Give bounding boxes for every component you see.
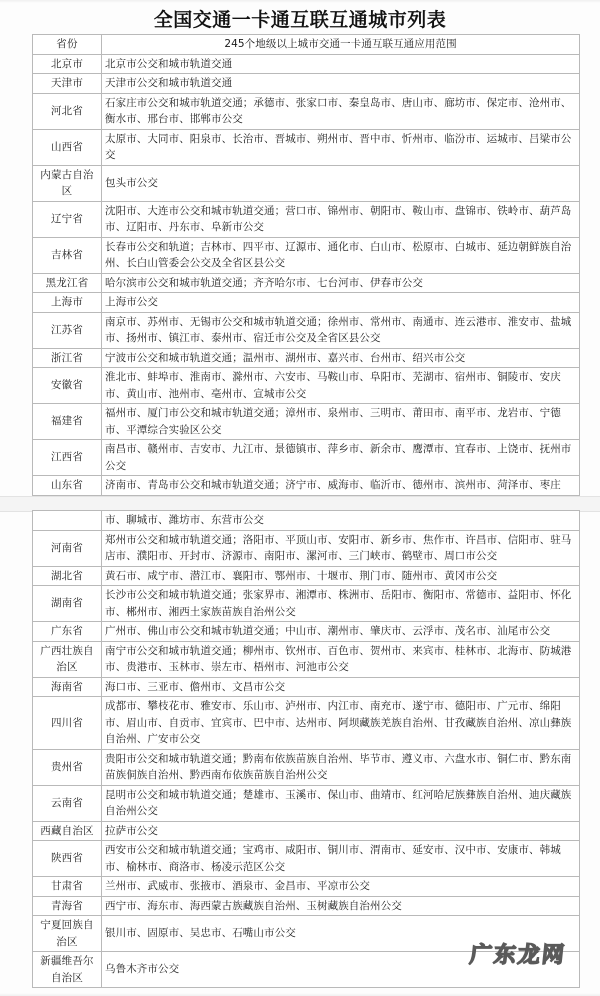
city-table-upper [32,34,580,496]
province-cell: 天津市 [33,74,102,94]
cities-cell: 乌鲁木齐市公交 [102,952,580,988]
table-row [33,697,580,750]
cities-cell: 福州市、厦门市公交和城市轨道交通；漳州市、泉州市、三明市、莆田市、南平市、龙岩市、宁德市、平潭综合实验区公交 [102,404,580,440]
cities-cell: 石家庄市公交和城市轨道交通；承德市、张家口市、秦皇岛市、唐山市、廊坊市、保定市、沧州市、衡水市、邢台市、邯郸市公交 [102,93,580,129]
page-top-edge [0,0,600,3]
table-row [33,641,580,677]
table-body-upper [33,35,580,496]
province-cell: 上海市 [33,293,102,313]
table-row [33,165,580,201]
cities-cell: 南京市、苏州市、无锡市公交和城市轨道交通；徐州市、常州市、南通市、连云港市、淮安市、盐城市、扬州市、镇江市、泰州市、宿迁市公交及全省区县公交 [102,312,580,348]
cities-cell: 拉萨市公交 [102,821,580,841]
cities-cell: 上海市公交 [102,293,580,313]
page-title: 全国交通一卡通互联互通城市列表 [153,9,447,31]
cities-cell: 贵阳市公交和城市轨道交通；黔南布依族苗族自治州、毕节市、遵义市、六盘水市、铜仁市、黔东南苗族侗族自治州、黔西南布依族苗族自治州公交 [102,749,580,785]
province-cell: 海南省 [33,677,102,697]
table-row-continuation [33,511,580,531]
province-cell: 内蒙古自治区 [33,165,102,201]
cities-cell: 淮北市、蚌埠市、淮南市、滁州市、六安市、马鞍山市、阜阳市、芜湖市、宿州市、铜陵市、安庆市、黄山市、池州市、亳州市、宣城市公交 [102,368,580,404]
cities-cell: 昆明市公交和城市轨道交通；楚雄市、玉溪市、保山市、曲靖市、红河哈尼族彝族自治州、迪庆藏族自治州公交 [102,785,580,821]
cities-cell: 兰州市、武威市、张掖市、酒泉市、金昌市、平凉市公交 [102,877,580,897]
cities-cell: 市、聊城市、潍坊市、东营市公交 [102,511,580,531]
cities-cell: 济南市、青岛市公交和城市轨道交通；济宁市、威海市、临沂市、德州市、滨州市、菏泽市、枣庄 [102,476,580,496]
cities-cell: 海口市、三亚市、儋州市、文昌市公交 [102,677,580,697]
table-row [33,916,580,952]
province-cell: 江苏省 [33,312,102,348]
cities-cell: 广州市、佛山市公交和城市轨道交通；中山市、潮州市、肇庆市、云浮市、茂名市、汕尾市公交 [102,622,580,642]
city-table-block-lower [32,510,580,988]
province-cell: 江西省 [33,440,102,476]
province-cell: 宁夏回族自治区 [33,916,102,952]
city-table-block-upper [32,34,580,496]
cities-cell: 南宁市公交和城市轨道交通；柳州市、钦州市、百色市、贺州市、来宾市、桂林市、北海市、防城港市、贵港市、玉林市、崇左市、梧州市、河池市公交 [102,641,580,677]
province-cell: 山东省 [33,476,102,496]
cities-cell: 宁波市公交和城市轨道交通；温州市、湖州市、嘉兴市、台州市、绍兴市公交 [102,348,580,368]
cities-cell: 银川市、固原市、吴忠市、石嘴山市公交 [102,916,580,952]
province-cell: 安徽省 [33,368,102,404]
cities-cell: 沈阳市、大连市公交和城市轨道交通；营口市、锦州市、朝阳市、鞍山市、盘锦市、铁岭市、葫芦岛市、辽阳市、丹东市、阜新市公交 [102,201,580,237]
table-row [33,952,580,988]
province-cell: 陕西省 [33,841,102,877]
province-cell: 湖南省 [33,586,102,622]
table-row [33,749,580,785]
table-row [33,440,580,476]
table-row [33,677,580,697]
table-row [33,129,580,165]
cities-cell: 南昌市、赣州市、吉安市、九江市、景德镇市、萍乡市、新余市、鹰潭市、宜春市、上饶市、抚州市公交 [102,440,580,476]
table-row [33,312,580,348]
table-header-row [33,35,580,55]
province-cell: 浙江省 [33,348,102,368]
cities-cell: 西宁市、海东市、海西蒙古族藏族自治州、玉树藏族自治州公交 [102,896,580,916]
province-cell: 广西壮族自治区 [33,641,102,677]
province-cell: 北京市 [33,54,102,74]
table-row [33,566,580,586]
table-row [33,821,580,841]
province-cell: 辽宁省 [33,201,102,237]
province-cell: 河南省 [33,530,102,566]
table-row [33,586,580,622]
table-row [33,293,580,313]
province-cell: 西藏自治区 [33,821,102,841]
table-row [33,237,580,273]
table-row [33,622,580,642]
province-cell: 福建省 [33,404,102,440]
table-row [33,273,580,293]
cities-cell: 长沙市公交和城市轨道交通；张家界市、湘潭市、株洲市、岳阳市、衡阳市、常德市、益阳市、怀化市、郴州市、湘西土家族苗族自治州公交 [102,586,580,622]
province-cell-empty [33,511,102,531]
table-row [33,877,580,897]
province-cell: 河北省 [33,93,102,129]
table-row [33,841,580,877]
province-cell: 湖北省 [33,566,102,586]
table-row [33,530,580,566]
province-cell: 甘肃省 [33,877,102,897]
city-table-lower [32,510,580,988]
province-cell: 青海省 [33,896,102,916]
cities-cell: 包头市公交 [102,165,580,201]
province-cell: 黑龙江省 [33,273,102,293]
cities-cell: 黄石市、咸宁市、潜江市、襄阳市、鄂州市、十堰市、荆门市、随州市、黄冈市公交 [102,566,580,586]
province-cell: 山西省 [33,129,102,165]
table-row [33,785,580,821]
table-row [33,74,580,94]
cities-cell: 北京市公交和城市轨道交通 [102,54,580,74]
cities-cell: 天津市公交和城市轨道交通 [102,74,580,94]
column-header-scope: 245个地级以上城市交通一卡通互联互通应用范围 [102,35,580,55]
cities-cell: 太原市、大同市、阳泉市、长治市、晋城市、朔州市、晋中市、忻州市、临汾市、运城市、吕梁市公交 [102,129,580,165]
table-row [33,404,580,440]
table-row [33,348,580,368]
table-row [33,93,580,129]
province-cell: 广东省 [33,622,102,642]
province-cell: 新疆维吾尔自治区 [33,952,102,988]
province-cell: 四川省 [33,697,102,750]
table-body-lower [33,511,580,988]
table-row [33,896,580,916]
province-cell: 吉林省 [33,237,102,273]
cities-cell: 长春市公交和轨道；吉林市、四平市、辽源市、通化市、白山市、松原市、白城市、延边朝鲜族自治州、长白山管委会公交及全省区县公交 [102,237,580,273]
province-cell: 云南省 [33,785,102,821]
cities-cell: 西安市公交和城市轨道交通；宝鸡市、咸阳市、铜川市、渭南市、延安市、汉中市、安康市、韩城市、榆林市、商洛市、杨凌示范区公交 [102,841,580,877]
table-row [33,54,580,74]
cities-cell: 郑州市公交和城市轨道交通；洛阳市、平顶山市、安阳市、新乡市、焦作市、许昌市、信阳市、驻马店市、濮阳市、开封市、济源市、南阳市、漯河市、三门峡市、鹤壁市、周口市公交 [102,530,580,566]
province-cell: 贵州省 [33,749,102,785]
table-row [33,368,580,404]
column-header-province: 省份 [33,35,102,55]
table-row [33,201,580,237]
cities-cell: 哈尔滨市公交和城市轨道交通；齐齐哈尔市、七台河市、伊春市公交 [102,273,580,293]
cities-cell: 成都市、攀枝花市、雅安市、乐山市、泸州市、内江市、南充市、遂宁市、德阳市、广元市、绵阳市、眉山市、自贡市、宜宾市、巴中市、达州市、阿坝藏族羌族自治州、甘孜藏族自治州、凉山彝族自治州、广安市公交 [102,697,580,750]
table-row [33,476,580,496]
